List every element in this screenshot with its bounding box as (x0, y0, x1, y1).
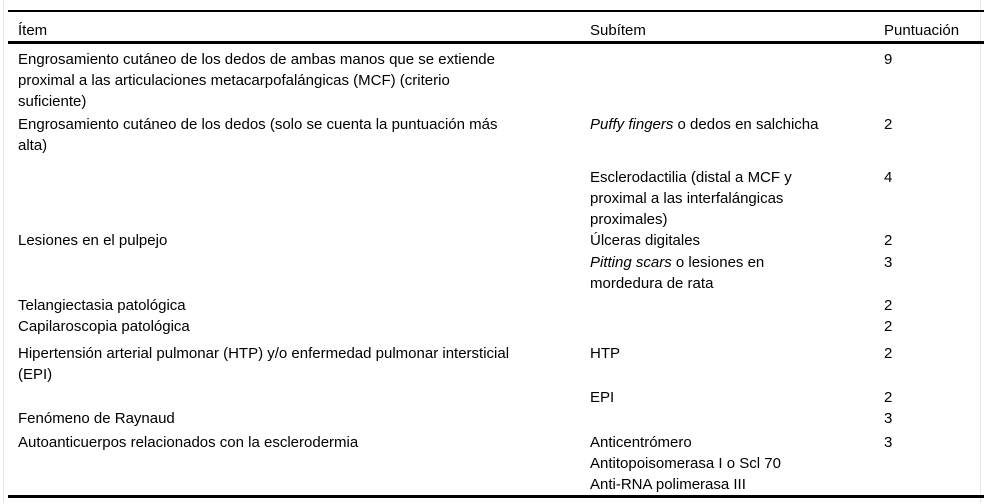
subitem-line: Anti-RNA polimerasa III (590, 476, 746, 493)
item-cell (8, 337, 590, 385)
score-value: 2 (884, 345, 893, 362)
item-cell (8, 429, 590, 497)
subitem-italic: Pitting scars (590, 254, 672, 271)
table-row (8, 429, 984, 497)
header-subitem: Subítem (590, 11, 884, 43)
item-line: Fenómeno de Raynaud (18, 410, 175, 427)
item-cell (8, 112, 590, 156)
score-cell (884, 429, 984, 497)
score-value: 2 (884, 116, 893, 133)
score-value: 3 (884, 254, 893, 271)
score-cell (884, 230, 984, 251)
score-cell (884, 408, 984, 429)
score-cell (884, 43, 984, 113)
subitem-italic: Puffy fingers (590, 116, 674, 133)
subitem-cell (590, 385, 884, 408)
subitem-cell (590, 112, 884, 156)
subitem-cell (590, 337, 884, 385)
subitem-line: HTP (590, 345, 620, 362)
item-line: Telangiectasia patológica (18, 297, 186, 314)
score-value: 9 (884, 51, 893, 68)
item-line: Engrosamiento cutáneo de los dedos de ambas manos que se extiende (18, 51, 495, 68)
subitem-cell (590, 429, 884, 497)
subitem-line (590, 114, 872, 135)
subitem-cell (590, 408, 884, 429)
score-cell (884, 294, 984, 316)
score-cell (884, 112, 984, 156)
table-row (8, 408, 984, 429)
score-value: 4 (884, 169, 893, 186)
item-cell (8, 230, 590, 251)
table-header (8, 11, 984, 43)
score-value: 3 (884, 434, 893, 451)
subitem-line: proximales) (590, 211, 668, 228)
item-cell (8, 43, 590, 113)
table-row (8, 230, 984, 251)
subitem-line: proximal a las interfalángicas (590, 190, 784, 207)
subitem-cell (590, 294, 884, 316)
item-cell (8, 408, 590, 429)
subitem-cell (590, 43, 884, 113)
score-cell (884, 337, 984, 385)
item-line: suficiente) (18, 93, 87, 110)
item-line: Hipertensión arterial pulmonar (HTP) y/o enfermedad pulmonar intersticial (18, 345, 510, 362)
table-row (8, 43, 984, 113)
subitem-cell (590, 316, 884, 337)
subitem-text: o dedos en salchicha (673, 116, 819, 133)
item-cell (8, 294, 590, 316)
table-row (8, 294, 984, 316)
table-row (8, 316, 984, 337)
score-cell (884, 156, 984, 230)
table-row (8, 251, 984, 294)
table-row (8, 337, 984, 385)
subitem-cell (590, 156, 884, 230)
subitem-line: Anticentrómero (590, 434, 692, 451)
subitem-cell (590, 230, 884, 251)
subitem-line: EPI (590, 389, 615, 406)
subitem-line (590, 252, 872, 273)
item-cell (8, 156, 590, 230)
item-line: Autoanticuerpos relacionados con la esclerodermia (18, 434, 359, 451)
score-value: 2 (884, 318, 893, 335)
header-item: Ítem (8, 11, 590, 43)
score-cell (884, 251, 984, 294)
score-value: 2 (884, 297, 893, 314)
item-line: Lesiones en el pulpejo (18, 232, 168, 249)
table-row (8, 385, 984, 408)
item-cell (8, 316, 590, 337)
header-row (8, 11, 984, 43)
score-value: 3 (884, 410, 893, 427)
subitem-line: mordedura de rata (590, 275, 714, 292)
score-value: 2 (884, 389, 893, 406)
item-line: Engrosamiento cutáneo de los dedos (solo se cuenta la puntuación más (18, 116, 498, 133)
figure-frame (3, 0, 981, 503)
item-line: proximal a las articulaciones metacarpofalángicas (MCF) (criterio (18, 72, 450, 89)
table-row (8, 112, 984, 156)
table-row (8, 156, 984, 230)
item-cell (8, 251, 590, 294)
item-line: (EPI) (18, 366, 53, 383)
criteria-table (8, 10, 984, 498)
score-cell (884, 316, 984, 337)
subitem-line: Esclerodactilia (distal a MCF y (590, 169, 792, 186)
table-body (8, 43, 984, 497)
subitem-text: o lesiones en (671, 254, 765, 271)
header-score: Puntuación (884, 11, 984, 43)
subitem-line: Úlceras digitales (590, 232, 701, 249)
subitem-line: Antitopoisomerasa I o Scl 70 (590, 455, 781, 472)
score-value: 2 (884, 232, 893, 249)
item-cell (8, 385, 590, 408)
item-line: alta) (18, 137, 48, 154)
subitem-cell (590, 251, 884, 294)
item-line: Capilaroscopia patológica (18, 318, 190, 335)
score-cell (884, 385, 984, 408)
